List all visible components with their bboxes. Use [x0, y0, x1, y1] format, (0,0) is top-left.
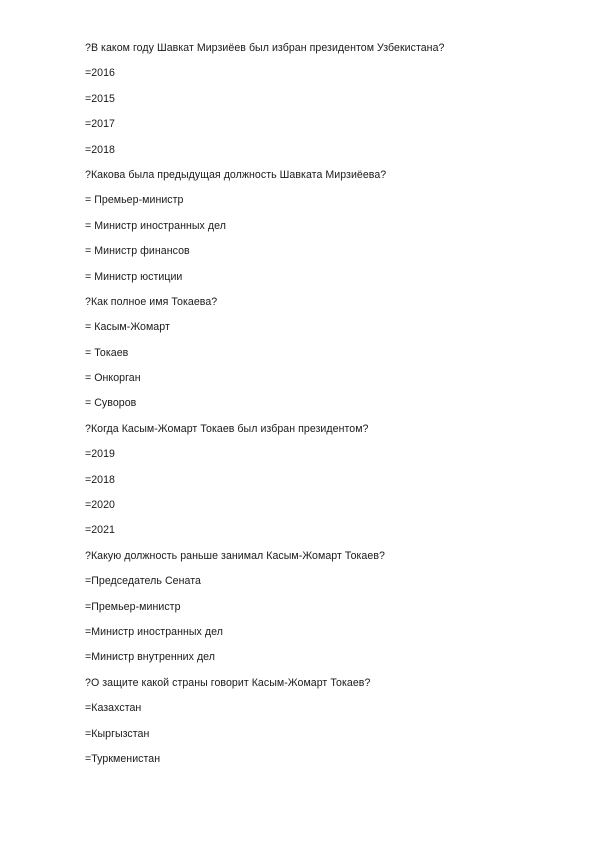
question-line: ?Какую должность раньше занимал Касым-Жомарт Токаев?: [85, 549, 385, 562]
answer-line: =2019: [85, 448, 116, 461]
answer-line: =2015: [85, 92, 116, 105]
answer-line: = Онкорган: [85, 372, 141, 385]
answer-line: =2016: [85, 67, 116, 80]
answer-line: =Кыргызстан: [85, 727, 150, 740]
question-line: ?Какова была предыдущая должность Шавката Мирзиёева?: [85, 168, 387, 181]
answer-line: =Министр внутренних дел: [85, 651, 216, 664]
answer-line: =Премьер-министр: [85, 600, 181, 613]
answer-line: =Председатель Сената: [85, 575, 201, 588]
answer-line: =Туркменистан: [85, 752, 161, 765]
question-line: ?В каком году Шавкат Мирзиёев был избран президентом Узбекистана?: [85, 42, 445, 54]
answer-line: =2017: [85, 118, 116, 131]
question-line: ?Когда Касым-Жомарт Токаев был избран президентом?: [85, 422, 369, 435]
quiz-text: [85, 41, 444, 777]
answer-line: =2018: [85, 473, 116, 486]
answer-line: =Казахстан: [85, 702, 142, 715]
answer-line: =2020: [85, 499, 116, 512]
answer-line: = Касым-Жомарт: [85, 321, 170, 334]
answer-line: = Премьер-министр: [85, 194, 184, 207]
answer-line: = Суворов: [85, 397, 137, 410]
answer-line: =2021: [85, 524, 116, 537]
answer-line: =2018: [85, 143, 116, 156]
question-line: ?Как полное имя Токаева?: [85, 295, 218, 308]
answer-line: = Министр юстиции: [85, 270, 183, 283]
answer-line: =Министр иностранных дел: [85, 625, 223, 638]
answer-line: = Токаев: [85, 346, 129, 359]
question-line: ?О защите какой страны говорит Касым-Жомарт Токаев?: [85, 676, 371, 689]
answer-line: = Министр иностранных дел: [85, 219, 226, 232]
answer-line: = Министр финансов: [85, 245, 190, 258]
